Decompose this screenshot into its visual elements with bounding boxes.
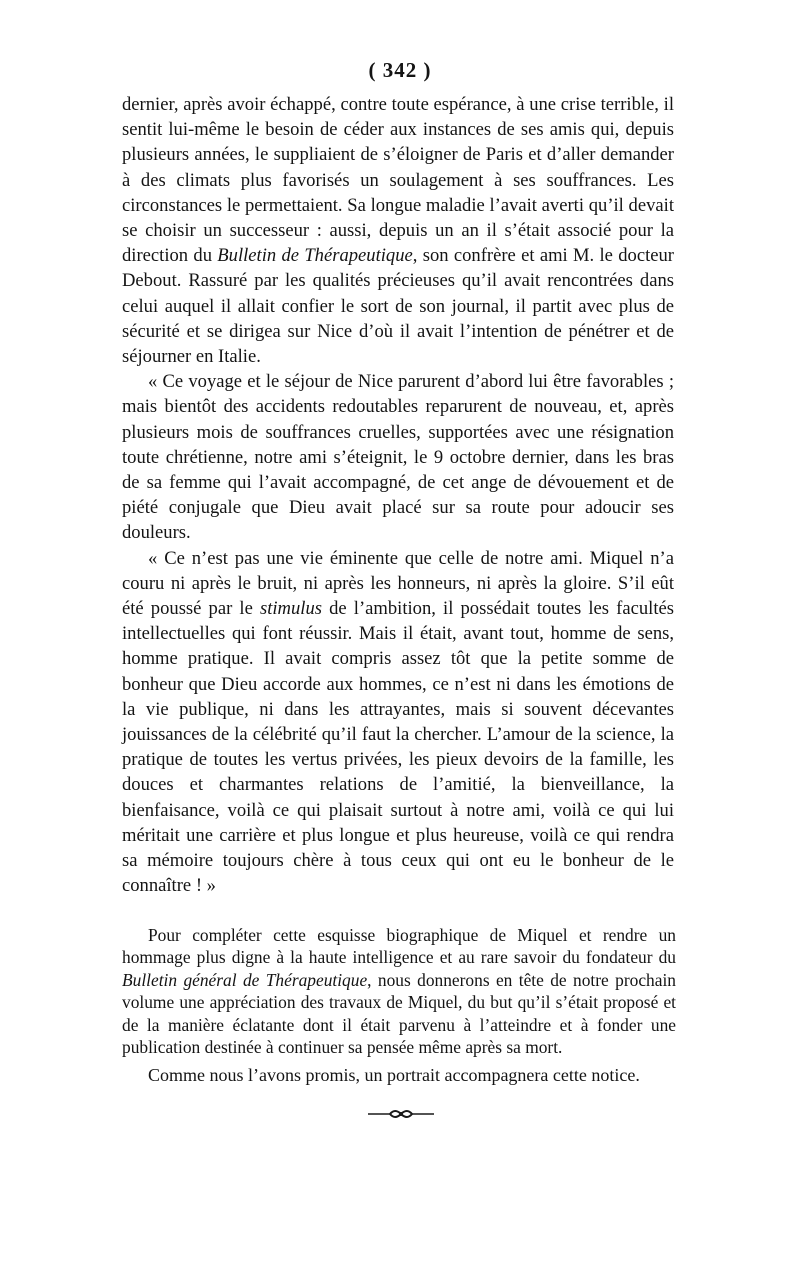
note-paragraph-1: [122, 924, 676, 1058]
paragraph-3-part-2: de l’ambition, il possédait toutes les facultés intellectuelles qui font réussir. Mais il était, avant tout, homme de sens, homme pratique. Il avait compris assez tôt que la petite somme de bonheur que Dieu accorde aux hommes, ce n’est ni dans les émotions de la vie publique, ni dans les attrayantes, mais si souvent décevantes jouissances de la célébrité qu’il faut la chercher. L’amour de la science, la pratique de toutes les vertus privées, les pieux devoirs de la famille, les douces et charmantes relations de l’amitié, la bienveillance, la bienfaisance, voilà ce qui plaisait surtout à notre ami, voilà ce qui lui méritait une carrière et plus longue et plus heureuse, voilà ce qui rendra sa mémoire toujours chère à tous ceux qui ont eu le bonheur de le connaître ! »: [122, 598, 674, 897]
paragraph-3: [122, 546, 674, 899]
page-number: ( 342 ): [368, 58, 432, 82]
ornament-icon: [366, 1107, 436, 1121]
main-text: [122, 92, 674, 899]
bulletin-general-title: Bulletin général de Thérapeutique: [122, 969, 368, 990]
note-paragraph-2: Comme nous l’avons promis, un portrait accompagnera cette notice.: [148, 1065, 640, 1086]
stimulus-word: stimulus: [259, 598, 322, 620]
paragraph-2: « Ce voyage et le séjour de Nice parurent d’abord lui être favorables ; mais bientôt des accidents redoutables reparurent de nouveau, et, après plusieurs mois de souffrances cruelles, supportées avec une résignation toute chrétienne, notre ami s’éteignit, le 9 octobre dernier, dans les bras de sa femme qui l’avait accompagné, de cet ange de dévouement et de piété conjugale que Dieu avait placé sur sa route pour adoucir ses douleurs.: [122, 371, 674, 544]
paragraph-1-part-1: dernier, après avoir échappé, contre toute espérance, à une crise terrible, il sentit lui-même le besoin de céder aux instances de ses amis qui, depuis plusieurs années, le suppliaient de s’éloigner de Paris et d’aller demander à des climats plus favorisés un soulagement à ses souffrances. Les circonstances le permettaient. Sa longue maladie l’avait averti qu’il devait se choisir un successeur : aussi, depuis un an il s’était associé pour la direction du: [122, 94, 674, 267]
note-part-2: , nous donnerons en tête de notre prochain volume une appréciation des travaux de Miquel, du but qu’il s’était proposé et de la manière éclatante dont il était parvenu à l’atteindre et à fonder une publication destinée à continuer sa pensée même après sa mort.: [122, 969, 676, 1058]
paragraph-1: [122, 92, 674, 369]
paragraph-3-part-1: « Ce n’est pas une vie éminente que celle de notre ami. Miquel n’a couru ni après le bruit, ni après les honneurs, ni après la gloire. S’il eût été poussé par le: [122, 547, 674, 620]
bulletin-title: Bulletin de Thérapeutique: [217, 245, 413, 267]
paragraph-1-part-2: , son confrère et ami M. le docteur Debout. Rassuré par les qualités précieuses qu’il avait rencontrées dans celui auquel il allait confier le sort de son journal, il partit avec plus de sécurité et se dirigea sur Nice d’où il avait l’intention de pénétrer et de séjourner en Italie.: [122, 245, 674, 368]
editorial-note: [122, 924, 676, 1087]
note-part-1: Pour compléter cette esquisse biographique de Miquel et rendre un hommage plus digne à la haute intelligence et au rare savoir du fondateur du: [122, 925, 676, 968]
